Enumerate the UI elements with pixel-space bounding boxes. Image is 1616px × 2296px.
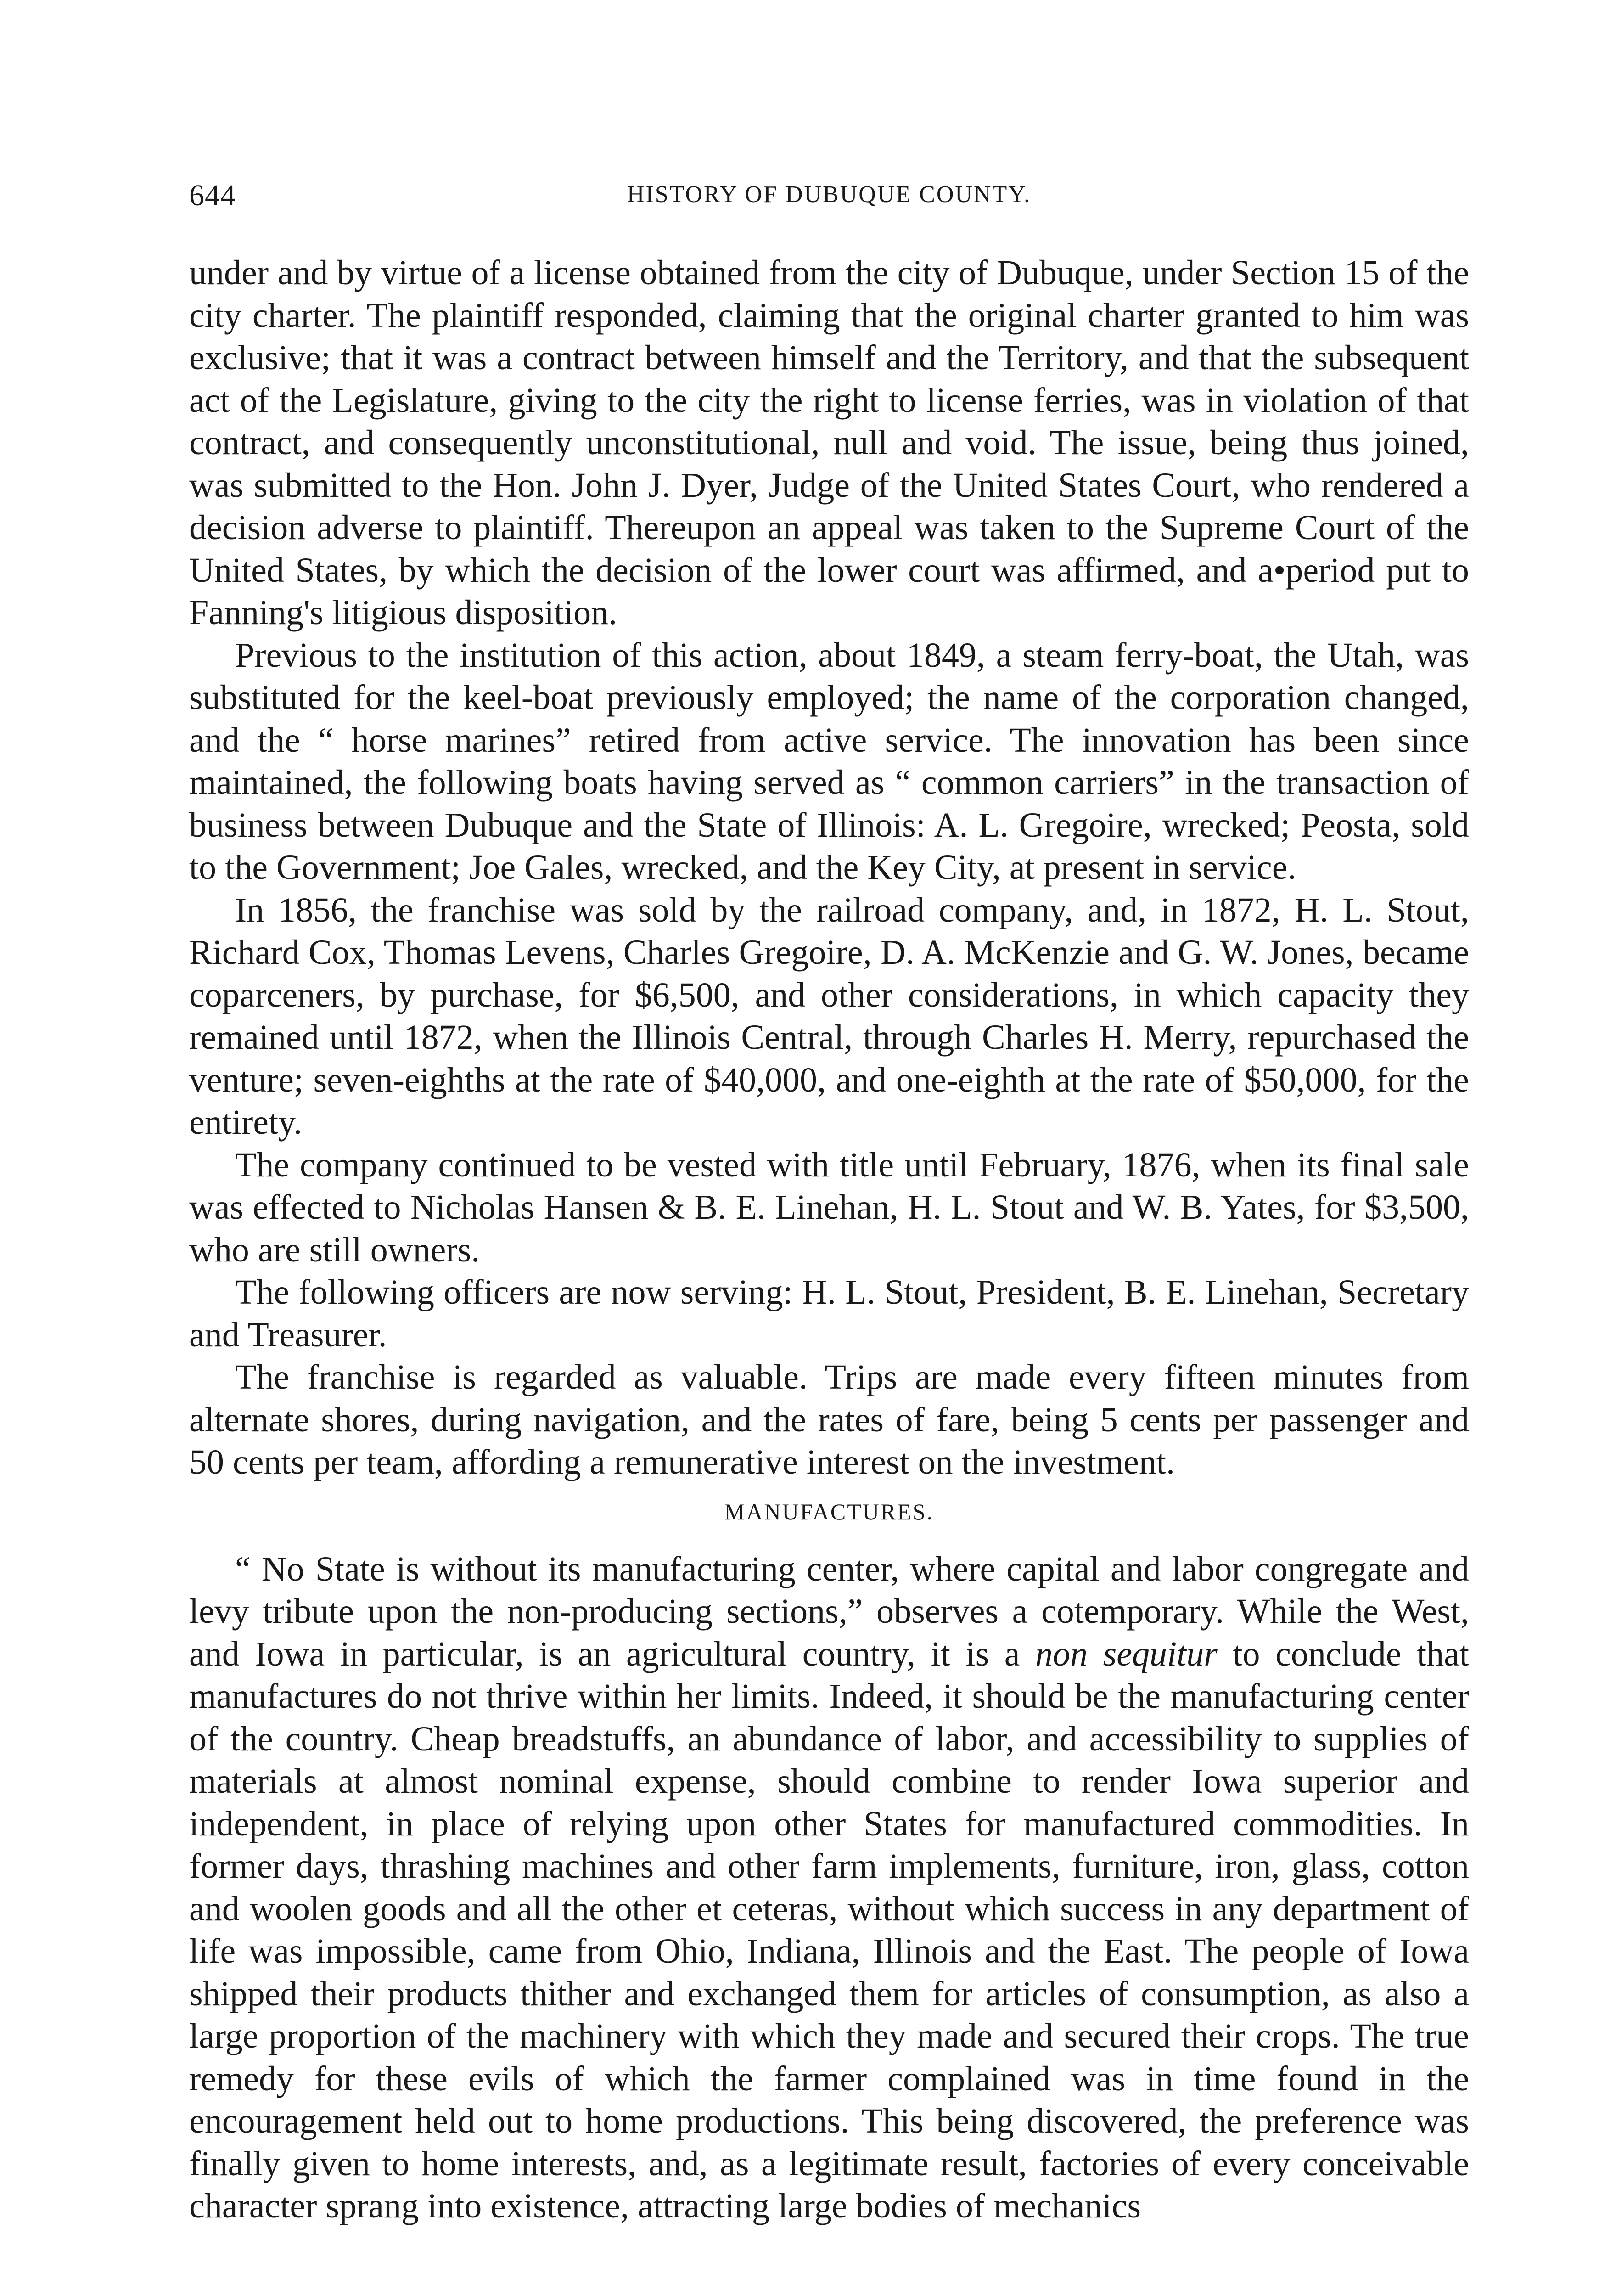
paragraph-final-sale: The company continued to be vested with title until February, 1876, when its final sale was effected to Nicholas Hansen & B. E. Linehan, H. L. Stout and W. B. Yates, for $3,500, who are still owners. [189, 1145, 1469, 1269]
paragraph-continued: under and by virtue of a license obtained from the city of Dubuque, under Section 15 of the city charter. The plaintiff responded, claiming that the original charter granted to him was exclusive; that it was a contract between himself and the Territory, and that the subsequent act of the Legislature, giving to the city the right to license ferries, was in violation of that contract, and consequently unconstitutional, null and void. The issue, being thus joined, was submitted to the Hon. John J. Dyer, Judge of the United States Court, who rendered a decision adverse to plaintiff. Thereupon an appeal was taken to the Supreme Court of the United States, by which the decision of the lower court was affirmed, and a•period put to Fanning's litigious disposition. [189, 253, 1469, 632]
running-head [189, 178, 1469, 219]
italic-phrase: non sequitur [1035, 1634, 1218, 1673]
book-page [189, 178, 1469, 2228]
page-number: 644 [189, 179, 236, 212]
paragraph-steam-ferry: Previous to the institution of this action, about 1849, a steam ferry-boat, the Utah, was substituted for the keel-boat previously employed; the name of the corporation changed, and the “ horse marines” retired from active service. The innovation has been since maintained, the following boats having served as “ common carriers” in the transaction of business between Dubuque and the State of Illinois: A. L. Gregoire, wrecked; Peosta, sold to the Government; Joe Gales, wrecked, and the Key City, at present in service. [189, 636, 1469, 887]
paragraph-officers: The following officers are now serving: H. L. Stout, President, B. E. Linehan, Secretary and Treasurer. [189, 1273, 1469, 1354]
manufactures-text-start: “ No State is without its manufacturing center, where capital and labor congregate and levy tribute upon the non-producing sections,” observes a cotemporary. While the West, and Iowa in particular, is an agricultural country, it is a [189, 1549, 1469, 1673]
paragraph-franchise-sale: In 1856, the franchise was sold by the railroad company, and, in 1872, H. L. Stout, Richard Cox, Thomas Levens, Charles Gregoire, D. A. McKenzie and G. W. Jones, became coparceners, by purchase, for $6,500, and other considerations, in which capacity they remained until 1872, when the Illinois Central, through Charles H. Merry, repurchased the venture; seven-eighths at the rate of $40,000, and one-eighth at the rate of $50,000, for the entirety. [189, 890, 1469, 1142]
manufactures-text-end: to conclude that manufactures do not thrive within her limits. Indeed, it should be the manufacturing center of the country. Cheap breadstuffs, an abundance of labor, and accessibility to supplies of materials at almost nominal expense, should combine to render Iowa superior and independent, in place of relying upon other States for manufactured commodities. In former days, thrashing machines and other farm implements, furniture, iron, glass, cotton and woolen goods and all the other et ceteras, without which success in any department of life was impossible, came from Ohio, Indiana, Illinois and the East. The people of Iowa shipped their products thither and exchanged them for articles of consumption, as also a large proportion of the machinery with which they made and secured their crops. The true remedy for these evils of which the farmer complained was in time found in the encouragement held out to home productions. This being discovered, the preference was finally given to home interests, and, as a legitimate result, factories of every conceivable character sprang into existence, attracting large bodies of mechanics [189, 1634, 1469, 2225]
section-heading-manufactures: MANUFACTURES. [724, 1498, 934, 1525]
running-title: HISTORY OF DUBUQUE COUNTY. [627, 181, 1032, 208]
paragraph-manufactures [189, 1548, 1469, 2228]
paragraph-franchise-value: The franchise is regarded as valuable. Trips are made every fifteen minutes from alternate shores, during navigation, and the rates of fare, being 5 cents per passenger and 50 cents per team, affording a remunerative interest on the investment. [189, 1358, 1469, 1481]
